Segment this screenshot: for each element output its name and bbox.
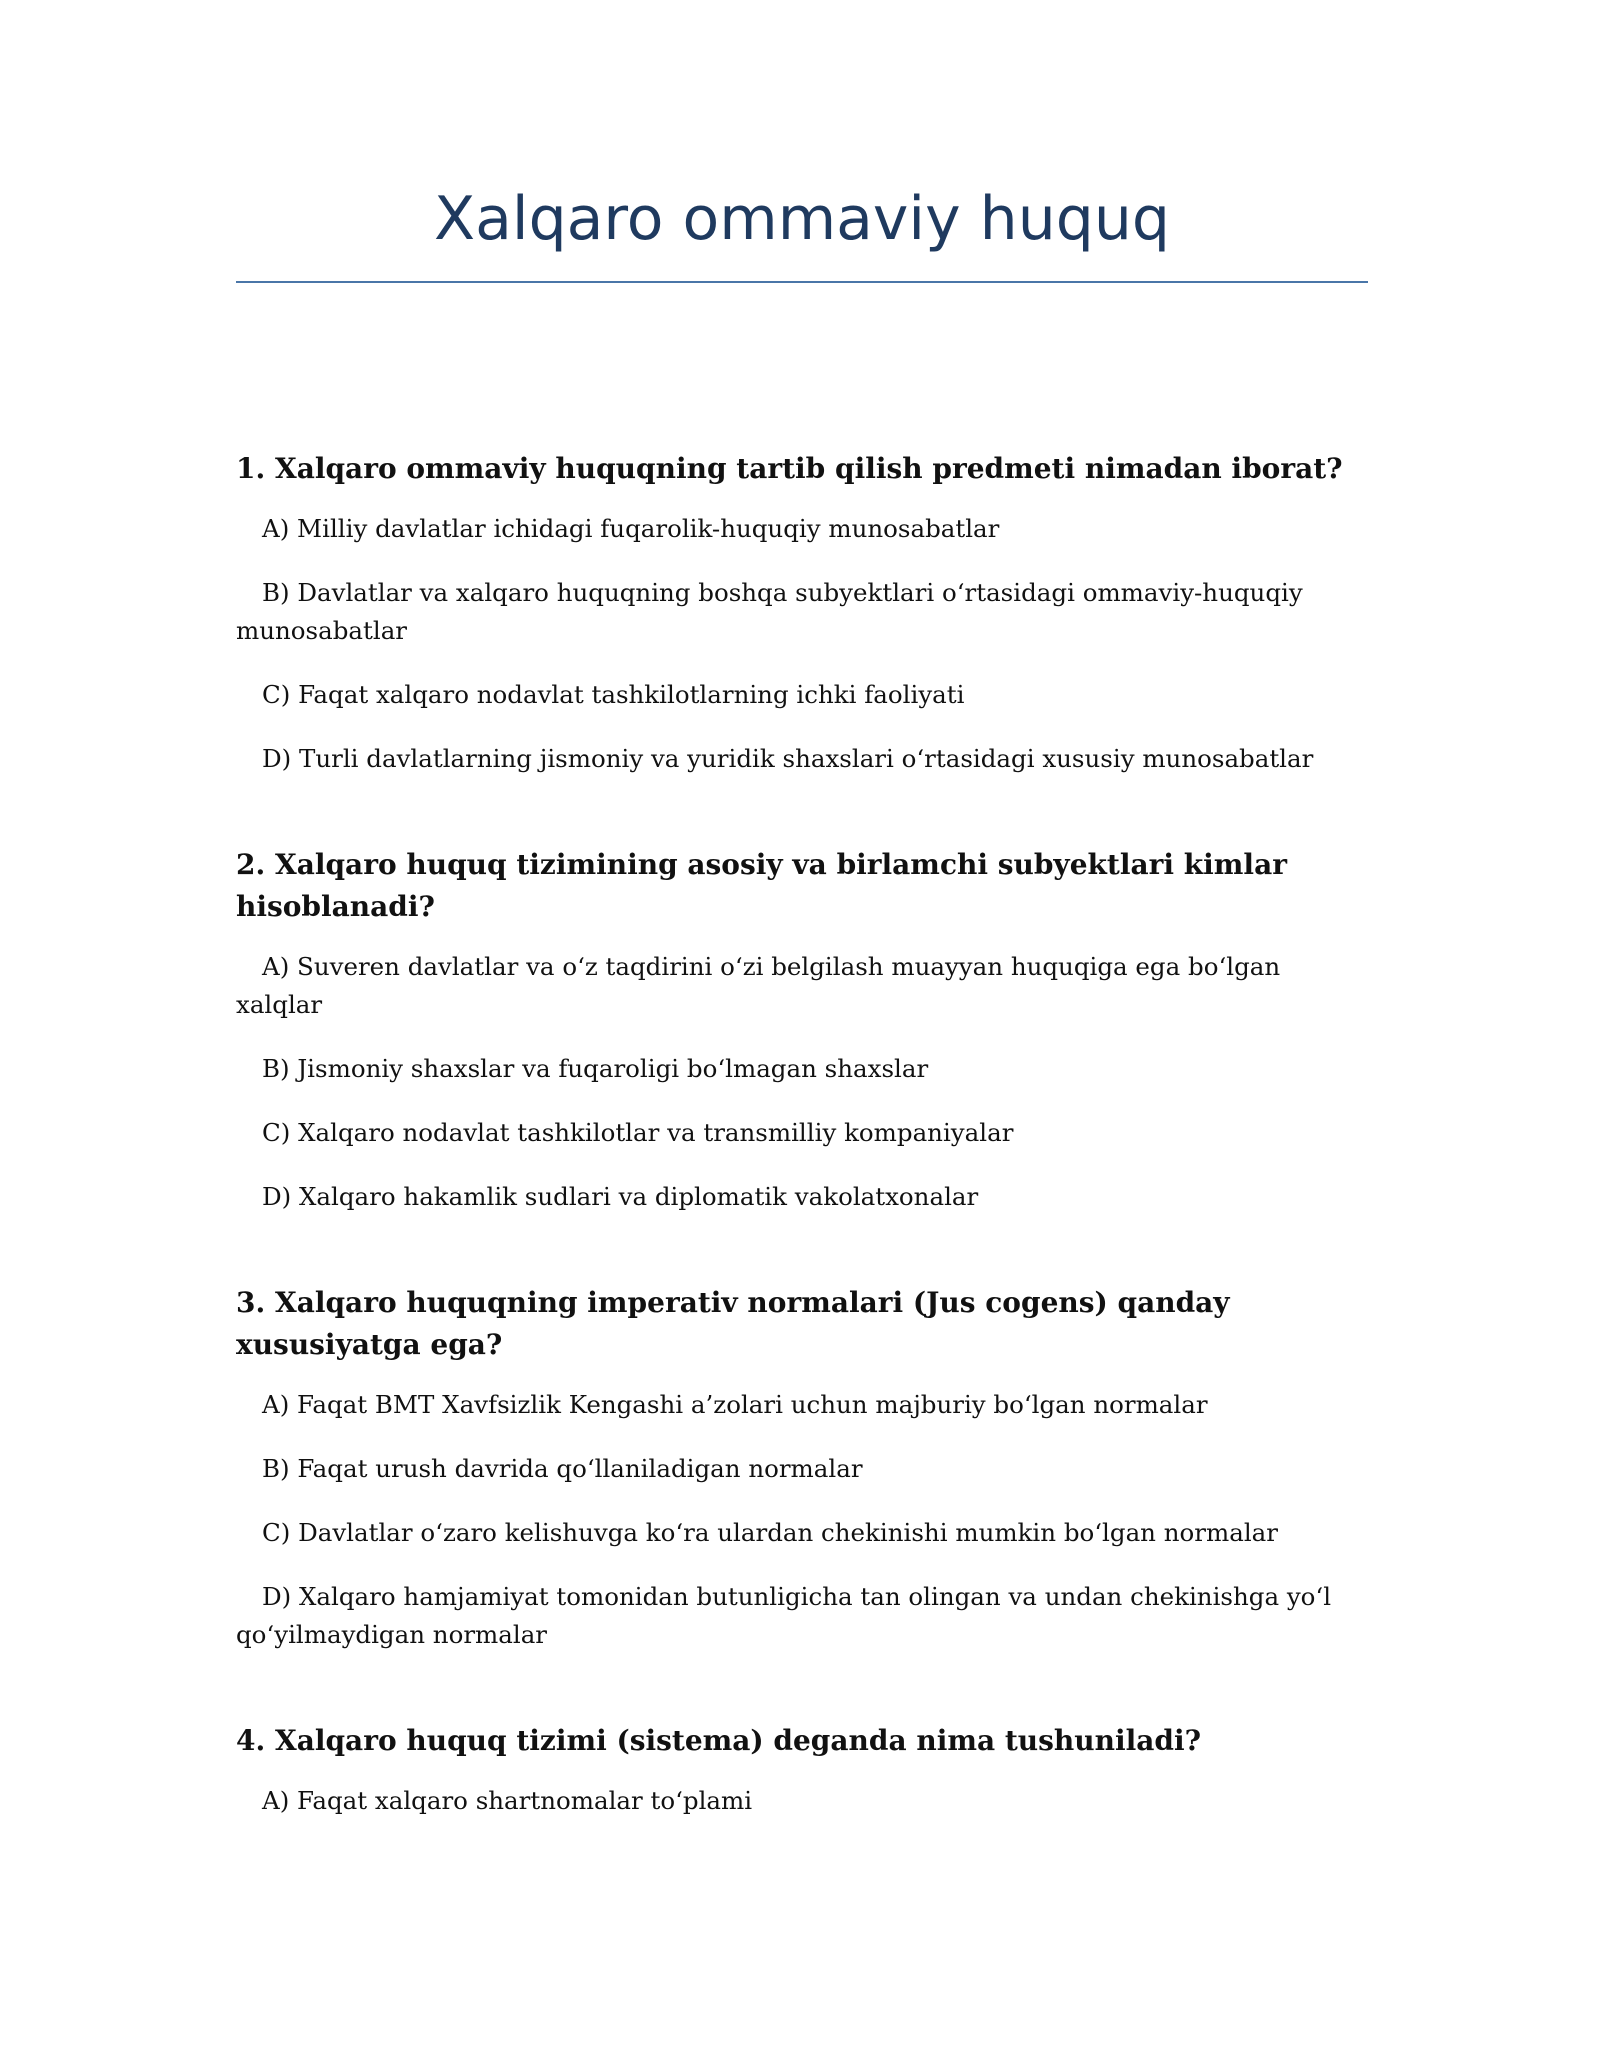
- option-a: A) Faqat xalqaro shartnomalar to‘plami: [262, 1786, 753, 1815]
- option-c: C) Davlatlar o‘zaro kelishuvga ko‘ra ulardan chekinishi mumkin bo‘lgan normalar: [262, 1518, 1278, 1547]
- option-d: D) Xalqaro hakamlik sudlari va diplomatik vakolatxonalar: [262, 1182, 979, 1211]
- document-title: Xalqaro ommaviy huquq: [434, 184, 1170, 254]
- question-text: 1. Xalqaro ommaviy huquqning tartib qilish predmeti nimadan iborat?: [236, 452, 1343, 485]
- question-4: [236, 1720, 1346, 1820]
- option-b: B) Davlatlar va xalqaro huquqning boshqa subyektlari o‘rtasidagi ommaviy-huquqiy munosabatlar: [236, 578, 1303, 645]
- option-a: A) Suveren davlatlar va o‘z taqdirini o‘zi belgilash muayyan huquqiga ega bo‘lgan xalqlar: [236, 952, 1281, 1019]
- question-1: [236, 448, 1346, 778]
- question-text: 2. Xalqaro huquq tizimining asosiy va birlamchi subyektlari kimlar hisoblanadi?: [236, 848, 1287, 923]
- question-list: [236, 448, 1346, 1886]
- question-text: 4. Xalqaro huquq tizimi (sistema) deganda nima tushuniladi?: [236, 1724, 1202, 1757]
- question-text: 3. Xalqaro huquqning imperativ normalari (Jus cogens) qanday xususiyatga ega?: [236, 1286, 1230, 1361]
- option-c: C) Xalqaro nodavlat tashkilotlar va transmilliy kompaniyalar: [262, 1118, 1014, 1147]
- question-2: [236, 844, 1346, 1216]
- question-3: [236, 1282, 1346, 1654]
- option-c: C) Faqat xalqaro nodavlat tashkilotlarning ichki faoliyati: [262, 680, 965, 709]
- option-a: A) Faqat BMT Xavfsizlik Kengashi a’zolari uchun majburiy bo‘lgan normalar: [262, 1390, 1208, 1419]
- title-underline: [236, 281, 1368, 283]
- option-d: D) Xalqaro hamjamiyat tomonidan butunligicha tan olingan va undan chekinishga yo‘l qo‘yilmaydigan normalar: [236, 1582, 1332, 1649]
- option-a: A) Milliy davlatlar ichidagi fuqarolik-huquqiy munosabatlar: [262, 514, 1000, 543]
- option-d: D) Turli davlatlarning jismoniy va yuridik shaxslari o‘rtasidagi xususiy munosabatlar: [262, 744, 1314, 773]
- option-b: B) Jismoniy shaxslar va fuqaroligi bo‘lmagan shaxslar: [262, 1054, 929, 1083]
- option-b: B) Faqat urush davrida qo‘llaniladigan normalar: [262, 1454, 863, 1483]
